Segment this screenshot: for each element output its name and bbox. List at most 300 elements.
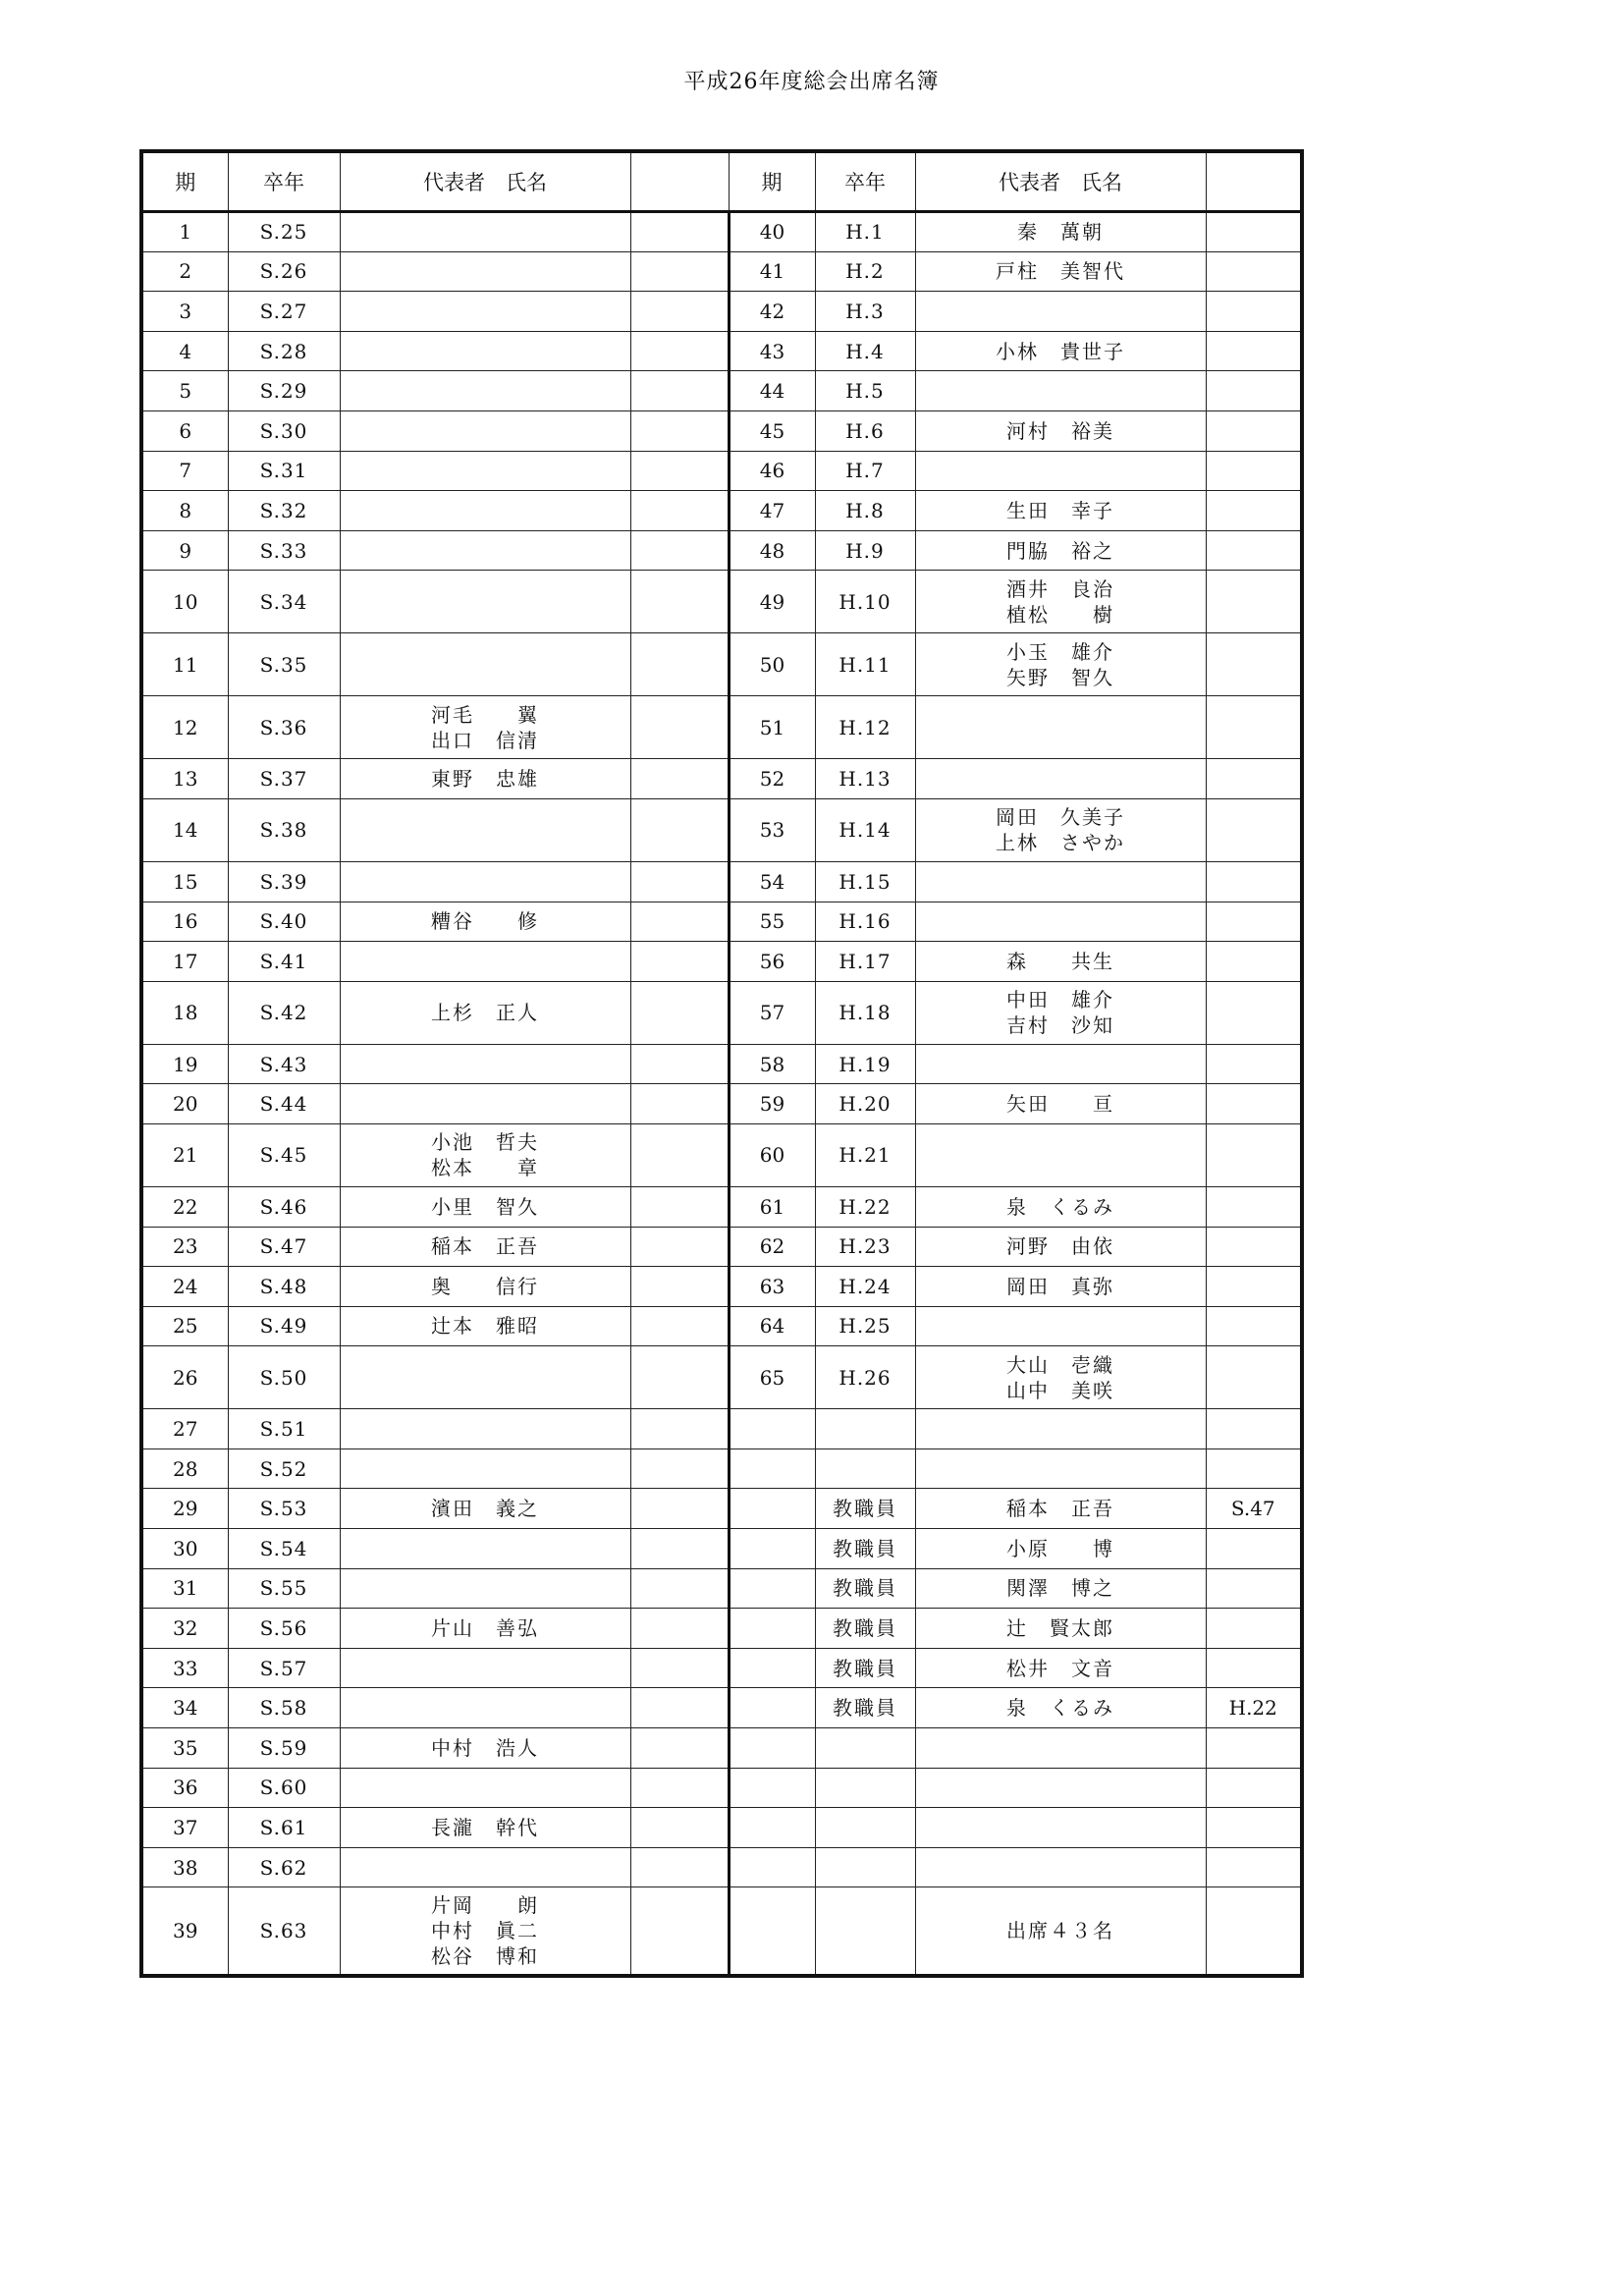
term-cell-right: 61 bbox=[729, 1186, 815, 1227]
term-cell-right bbox=[729, 1609, 815, 1649]
rep-name-cell-right bbox=[915, 1728, 1206, 1769]
note-cell-left bbox=[630, 1186, 729, 1227]
rep-name-cell-right bbox=[915, 1186, 1206, 1227]
rep-name-cell-left bbox=[340, 1227, 630, 1267]
note-cell-left bbox=[630, 571, 729, 633]
table-row bbox=[141, 633, 1302, 696]
rep-name-cell-right bbox=[915, 1449, 1206, 1489]
grad-year-cell-left: S.39 bbox=[228, 861, 340, 902]
rep-name-cell-right bbox=[915, 292, 1206, 332]
note-cell-right bbox=[1206, 759, 1302, 799]
rep-name-cell-right bbox=[915, 1609, 1206, 1649]
grad-year-cell-left: S.45 bbox=[228, 1123, 340, 1186]
term-cell-right: 63 bbox=[729, 1267, 815, 1307]
term-cell-right: 42 bbox=[729, 292, 815, 332]
rep-name-cell-right bbox=[915, 981, 1206, 1044]
table-row bbox=[141, 1306, 1302, 1346]
grad-year-cell-left: S.59 bbox=[228, 1728, 340, 1769]
note-cell-right bbox=[1206, 1227, 1302, 1267]
rep-name: 奥 信行 bbox=[431, 1274, 539, 1298]
rep-name-cell-left bbox=[340, 491, 630, 531]
grad-year-cell-left: S.54 bbox=[228, 1529, 340, 1569]
rep-name-cell-left bbox=[340, 1186, 630, 1227]
note-cell-left bbox=[630, 981, 729, 1044]
grad-year-cell-right: H.7 bbox=[815, 451, 915, 491]
grad-year-cell-left: S.41 bbox=[228, 942, 340, 982]
rep-name-cell-left bbox=[340, 251, 630, 292]
grad-year-cell-right: H.2 bbox=[815, 251, 915, 292]
note-cell-right bbox=[1206, 451, 1302, 491]
grad-year-cell-right bbox=[815, 1728, 915, 1769]
grad-year-cell-left: S.29 bbox=[228, 371, 340, 411]
rep-name: 稲本 正吾 bbox=[431, 1234, 539, 1259]
rep-name-cell-right bbox=[915, 1887, 1206, 1976]
grad-year-cell-right: H.10 bbox=[815, 571, 915, 633]
rep-name-cell-right bbox=[915, 1346, 1206, 1409]
note-cell-right: S.47 bbox=[1206, 1489, 1302, 1529]
note-cell-right bbox=[1206, 251, 1302, 292]
rep-name-cell-right bbox=[915, 1688, 1206, 1728]
rep-name-cell-left bbox=[340, 1768, 630, 1808]
term-cell-left: 22 bbox=[141, 1186, 228, 1227]
grad-year-cell-right: H.9 bbox=[815, 530, 915, 571]
rep-name-cell-left bbox=[340, 1346, 630, 1409]
table-row bbox=[141, 1887, 1302, 1976]
document-title: 平成26年度総会出席名簿 bbox=[683, 70, 940, 94]
grad-year-cell-right: 教職員 bbox=[815, 1529, 915, 1569]
note-cell-right bbox=[1206, 1267, 1302, 1307]
grad-year-cell-right: H.23 bbox=[815, 1227, 915, 1267]
note-cell-right bbox=[1206, 1084, 1302, 1124]
note-cell-right bbox=[1206, 1529, 1302, 1569]
rep-name-cell-right bbox=[915, 212, 1206, 252]
note-cell-left bbox=[630, 251, 729, 292]
rep-name-cell-left bbox=[340, 1609, 630, 1649]
rep-name-cell-left bbox=[340, 1648, 630, 1688]
table-row bbox=[141, 1267, 1302, 1307]
rep-name-cell-right bbox=[915, 1123, 1206, 1186]
table-row bbox=[141, 212, 1302, 252]
note-cell-right bbox=[1206, 1609, 1302, 1649]
term-cell-left: 26 bbox=[141, 1346, 228, 1409]
term-cell-left: 23 bbox=[141, 1227, 228, 1267]
rep-name-cell-right bbox=[915, 1044, 1206, 1084]
rep-name-cell-right bbox=[915, 861, 1206, 902]
note-cell-right bbox=[1206, 861, 1302, 902]
rep-name-cell-left bbox=[340, 1847, 630, 1887]
grad-year-cell-left: S.28 bbox=[228, 331, 340, 371]
rep-name: 戸柱 美智代 bbox=[996, 259, 1125, 284]
term-cell-right: 52 bbox=[729, 759, 815, 799]
grad-year-cell-right: H.19 bbox=[815, 1044, 915, 1084]
header-rep-name-left: 代表者 氏名 bbox=[340, 151, 630, 212]
term-cell-left: 13 bbox=[141, 759, 228, 799]
grad-year-cell-right bbox=[815, 1409, 915, 1449]
rep-name-cell-left bbox=[340, 902, 630, 942]
rep-name-cell-left bbox=[340, 1568, 630, 1609]
grad-year-cell-left: S.50 bbox=[228, 1346, 340, 1409]
header-grad-year-left: 卒年 bbox=[228, 151, 340, 212]
grad-year-cell-left: S.34 bbox=[228, 571, 340, 633]
grad-year-cell-right: H.22 bbox=[815, 1186, 915, 1227]
term-cell-left: 1 bbox=[141, 212, 228, 252]
note-cell-left bbox=[630, 1728, 729, 1769]
table-row bbox=[141, 251, 1302, 292]
rep-name-cell-right bbox=[915, 633, 1206, 696]
rep-name: 森 共生 bbox=[1006, 949, 1114, 973]
rep-name: 松本 章 bbox=[431, 1156, 539, 1180]
table-row bbox=[141, 861, 1302, 902]
grad-year-cell-right: 教職員 bbox=[815, 1688, 915, 1728]
table-header-row bbox=[141, 151, 1302, 212]
rep-name: 吉村 沙知 bbox=[1006, 1013, 1114, 1038]
term-cell-right bbox=[729, 1768, 815, 1808]
rep-name-cell-right bbox=[915, 371, 1206, 411]
grad-year-cell-right bbox=[815, 1887, 915, 1976]
note-cell-right bbox=[1206, 371, 1302, 411]
note-cell-right bbox=[1206, 1306, 1302, 1346]
rep-name-cell-left bbox=[340, 1267, 630, 1307]
grad-year-cell-right: H.15 bbox=[815, 861, 915, 902]
grad-year-cell-left: S.26 bbox=[228, 251, 340, 292]
term-cell-right: 65 bbox=[729, 1346, 815, 1409]
term-cell-right bbox=[729, 1887, 815, 1976]
note-cell-left bbox=[630, 1568, 729, 1609]
rep-name: 中村 眞二 bbox=[431, 1919, 539, 1943]
rep-name-cell-right bbox=[915, 491, 1206, 531]
table-row bbox=[141, 1688, 1302, 1728]
term-cell-left: 35 bbox=[141, 1728, 228, 1769]
grad-year-cell-left: S.25 bbox=[228, 212, 340, 252]
table-row bbox=[141, 1728, 1302, 1769]
note-cell-left bbox=[630, 1123, 729, 1186]
grad-year-cell-right bbox=[815, 1449, 915, 1489]
rep-name: 河村 裕美 bbox=[1006, 418, 1114, 443]
term-cell-left: 30 bbox=[141, 1529, 228, 1569]
rep-name: 小玉 雄介 bbox=[1006, 639, 1114, 664]
grad-year-cell-right: H.8 bbox=[815, 491, 915, 531]
grad-year-cell-right: H.5 bbox=[815, 371, 915, 411]
term-cell-right bbox=[729, 1808, 815, 1848]
rep-name: 長瀧 幹代 bbox=[431, 1816, 539, 1840]
grad-year-cell-left: S.31 bbox=[228, 451, 340, 491]
term-cell-left: 16 bbox=[141, 902, 228, 942]
note-cell-left bbox=[630, 1084, 729, 1124]
table-row bbox=[141, 331, 1302, 371]
note-cell-right bbox=[1206, 696, 1302, 759]
table-row bbox=[141, 292, 1302, 332]
term-cell-right: 51 bbox=[729, 696, 815, 759]
rep-name: 出席４３名 bbox=[1006, 1919, 1114, 1943]
grad-year-cell-right: H.16 bbox=[815, 902, 915, 942]
note-cell-right bbox=[1206, 530, 1302, 571]
note-cell-left bbox=[630, 1346, 729, 1409]
rep-name: 糟谷 修 bbox=[431, 909, 539, 934]
note-cell-right bbox=[1206, 981, 1302, 1044]
table-row bbox=[141, 1186, 1302, 1227]
rep-name-cell-left bbox=[340, 633, 630, 696]
term-cell-left: 12 bbox=[141, 696, 228, 759]
term-cell-right: 47 bbox=[729, 491, 815, 531]
grad-year-cell-left: S.36 bbox=[228, 696, 340, 759]
term-cell-right bbox=[729, 1529, 815, 1569]
header-term-left: 期 bbox=[141, 151, 228, 212]
note-cell-right bbox=[1206, 1449, 1302, 1489]
grad-year-cell-right: 教職員 bbox=[815, 1489, 915, 1529]
rep-name: 矢野 智久 bbox=[1006, 665, 1114, 689]
term-cell-left: 27 bbox=[141, 1409, 228, 1449]
term-cell-right: 57 bbox=[729, 981, 815, 1044]
term-cell-right bbox=[729, 1409, 815, 1449]
rep-name: 泉 くるみ bbox=[1006, 1194, 1114, 1219]
term-cell-left: 21 bbox=[141, 1123, 228, 1186]
term-cell-left: 29 bbox=[141, 1489, 228, 1529]
note-cell-left bbox=[630, 861, 729, 902]
grad-year-cell-right: 教職員 bbox=[815, 1609, 915, 1649]
table-row bbox=[141, 571, 1302, 633]
table-row bbox=[141, 1768, 1302, 1808]
rep-name-cell-right bbox=[915, 410, 1206, 451]
rep-name-cell-left bbox=[340, 861, 630, 902]
rep-name-cell-right bbox=[915, 798, 1206, 861]
term-cell-left: 33 bbox=[141, 1648, 228, 1688]
rep-name-cell-right bbox=[915, 1529, 1206, 1569]
term-cell-left: 5 bbox=[141, 371, 228, 411]
rep-name-cell-right bbox=[915, 1768, 1206, 1808]
rep-name: 生田 幸子 bbox=[1006, 498, 1114, 522]
note-cell-right bbox=[1206, 1887, 1302, 1976]
term-cell-right bbox=[729, 1449, 815, 1489]
rep-name-cell-left bbox=[340, 1529, 630, 1569]
term-cell-left: 31 bbox=[141, 1568, 228, 1609]
grad-year-cell-left: S.30 bbox=[228, 410, 340, 451]
grad-year-cell-right: H.21 bbox=[815, 1123, 915, 1186]
table-row bbox=[141, 451, 1302, 491]
rep-name-cell-left bbox=[340, 1887, 630, 1976]
rep-name: 秦 萬朝 bbox=[1017, 220, 1104, 245]
rep-name: 植松 樹 bbox=[1006, 602, 1114, 627]
rep-name-cell-left bbox=[340, 1808, 630, 1848]
note-cell-left bbox=[630, 1409, 729, 1449]
grad-year-cell-right: H.6 bbox=[815, 410, 915, 451]
term-cell-left: 19 bbox=[141, 1044, 228, 1084]
term-cell-right: 40 bbox=[729, 212, 815, 252]
note-cell-left bbox=[630, 451, 729, 491]
rep-name-cell-left bbox=[340, 696, 630, 759]
term-cell-left: 2 bbox=[141, 251, 228, 292]
term-cell-right: 55 bbox=[729, 902, 815, 942]
note-cell-right bbox=[1206, 1409, 1302, 1449]
rep-name-cell-left bbox=[340, 981, 630, 1044]
term-cell-left: 37 bbox=[141, 1808, 228, 1848]
rep-name-cell-right bbox=[915, 1489, 1206, 1529]
header-note-right bbox=[1206, 151, 1302, 212]
note-cell-left bbox=[630, 1489, 729, 1529]
table-row bbox=[141, 1847, 1302, 1887]
term-cell-right: 41 bbox=[729, 251, 815, 292]
term-cell-right: 54 bbox=[729, 861, 815, 902]
rep-name-cell-left bbox=[340, 371, 630, 411]
note-cell-right bbox=[1206, 410, 1302, 451]
term-cell-left: 6 bbox=[141, 410, 228, 451]
note-cell-right bbox=[1206, 1768, 1302, 1808]
rep-name: 門脇 裕之 bbox=[1006, 538, 1114, 563]
rep-name: 河野 由依 bbox=[1006, 1234, 1114, 1259]
rep-name: 上林 さやか bbox=[996, 831, 1125, 855]
rep-name: 中村 浩人 bbox=[431, 1735, 539, 1760]
term-cell-right bbox=[729, 1648, 815, 1688]
rep-name: 辻本 雅昭 bbox=[431, 1314, 539, 1339]
table-row bbox=[141, 759, 1302, 799]
table-row bbox=[141, 902, 1302, 942]
note-cell-right bbox=[1206, 1728, 1302, 1769]
table-row bbox=[141, 1123, 1302, 1186]
rep-name-cell-right bbox=[915, 251, 1206, 292]
grad-year-cell-left: S.53 bbox=[228, 1489, 340, 1529]
note-cell-left bbox=[630, 1847, 729, 1887]
grad-year-cell-left: S.32 bbox=[228, 491, 340, 531]
term-cell-left: 34 bbox=[141, 1688, 228, 1728]
term-cell-left: 32 bbox=[141, 1609, 228, 1649]
rep-name-cell-left bbox=[340, 1044, 630, 1084]
term-cell-left: 7 bbox=[141, 451, 228, 491]
term-cell-right: 45 bbox=[729, 410, 815, 451]
term-cell-left: 36 bbox=[141, 1768, 228, 1808]
note-cell-left bbox=[630, 1609, 729, 1649]
note-cell-left bbox=[630, 1688, 729, 1728]
table-row bbox=[141, 1044, 1302, 1084]
rep-name-cell-right bbox=[915, 530, 1206, 571]
grad-year-cell-right: 教職員 bbox=[815, 1648, 915, 1688]
term-cell-left: 15 bbox=[141, 861, 228, 902]
rep-name: 岡田 久美子 bbox=[996, 805, 1125, 830]
grad-year-cell-right: H.14 bbox=[815, 798, 915, 861]
table-row bbox=[141, 1409, 1302, 1449]
note-cell-right bbox=[1206, 902, 1302, 942]
note-cell-right bbox=[1206, 571, 1302, 633]
note-cell-right bbox=[1206, 633, 1302, 696]
rep-name-cell-right bbox=[915, 1409, 1206, 1449]
table-row bbox=[141, 491, 1302, 531]
note-cell-right bbox=[1206, 292, 1302, 332]
term-cell-right: 44 bbox=[729, 371, 815, 411]
term-cell-right: 46 bbox=[729, 451, 815, 491]
grad-year-cell-right: H.26 bbox=[815, 1346, 915, 1409]
rep-name-cell-left bbox=[340, 1306, 630, 1346]
rep-name: 稲本 正吾 bbox=[1006, 1497, 1114, 1521]
note-cell-right bbox=[1206, 1648, 1302, 1688]
grad-year-cell-right: H.24 bbox=[815, 1267, 915, 1307]
rep-name-cell-left bbox=[340, 571, 630, 633]
rep-name-cell-left bbox=[340, 1123, 630, 1186]
rep-name: 片岡 朗 bbox=[431, 1893, 539, 1918]
grad-year-cell-right: H.1 bbox=[815, 212, 915, 252]
table-row bbox=[141, 1529, 1302, 1569]
term-cell-right bbox=[729, 1847, 815, 1887]
rep-name: 泉 くるみ bbox=[1006, 1696, 1114, 1721]
term-cell-left: 18 bbox=[141, 981, 228, 1044]
note-cell-left bbox=[630, 1306, 729, 1346]
term-cell-left: 17 bbox=[141, 942, 228, 982]
rep-name: 上杉 正人 bbox=[431, 1001, 539, 1025]
rep-name-cell-right bbox=[915, 1306, 1206, 1346]
grad-year-cell-left: S.37 bbox=[228, 759, 340, 799]
rep-name: 小池 哲夫 bbox=[431, 1130, 539, 1155]
grad-year-cell-left: S.47 bbox=[228, 1227, 340, 1267]
term-cell-left: 28 bbox=[141, 1449, 228, 1489]
term-cell-left: 20 bbox=[141, 1084, 228, 1124]
rep-name: 小林 貴世子 bbox=[996, 339, 1125, 363]
term-cell-right: 62 bbox=[729, 1227, 815, 1267]
note-cell-left bbox=[630, 371, 729, 411]
term-cell-right: 58 bbox=[729, 1044, 815, 1084]
term-cell-left: 38 bbox=[141, 1847, 228, 1887]
note-cell-right bbox=[1206, 491, 1302, 531]
term-cell-right: 59 bbox=[729, 1084, 815, 1124]
term-cell-right: 50 bbox=[729, 633, 815, 696]
note-cell-right bbox=[1206, 798, 1302, 861]
note-cell-left bbox=[630, 331, 729, 371]
note-cell-left bbox=[630, 1267, 729, 1307]
note-cell-right bbox=[1206, 942, 1302, 982]
table-row bbox=[141, 530, 1302, 571]
rep-name: 矢田 亘 bbox=[1006, 1092, 1114, 1117]
note-cell-right bbox=[1206, 1186, 1302, 1227]
rep-name-cell-right bbox=[915, 451, 1206, 491]
note-cell-left bbox=[630, 798, 729, 861]
attendance-table bbox=[139, 149, 1304, 1978]
rep-name-cell-right bbox=[915, 1808, 1206, 1848]
rep-name: 松谷 博和 bbox=[431, 1944, 539, 1969]
note-cell-left bbox=[630, 1044, 729, 1084]
term-cell-right: 64 bbox=[729, 1306, 815, 1346]
note-cell-right bbox=[1206, 1847, 1302, 1887]
grad-year-cell-left: S.49 bbox=[228, 1306, 340, 1346]
term-cell-right: 48 bbox=[729, 530, 815, 571]
table-row bbox=[141, 1808, 1302, 1848]
rep-name-cell-right bbox=[915, 759, 1206, 799]
grad-year-cell-left: S.60 bbox=[228, 1768, 340, 1808]
note-cell-left bbox=[630, 633, 729, 696]
note-cell-right bbox=[1206, 1346, 1302, 1409]
term-cell-left: 3 bbox=[141, 292, 228, 332]
grad-year-cell-right: H.4 bbox=[815, 331, 915, 371]
table-row bbox=[141, 1568, 1302, 1609]
grad-year-cell-right bbox=[815, 1808, 915, 1848]
grad-year-cell-right: H.18 bbox=[815, 981, 915, 1044]
rep-name-cell-left bbox=[340, 292, 630, 332]
grad-year-cell-left: S.63 bbox=[228, 1887, 340, 1976]
note-cell-right bbox=[1206, 1044, 1302, 1084]
rep-name-cell-left bbox=[340, 212, 630, 252]
rep-name-cell-left bbox=[340, 942, 630, 982]
rep-name-cell-right bbox=[915, 1847, 1206, 1887]
rep-name: 中田 雄介 bbox=[1006, 988, 1114, 1012]
grad-year-cell-right: H.13 bbox=[815, 759, 915, 799]
rep-name-cell-left bbox=[340, 1688, 630, 1728]
rep-name: 片山 善弘 bbox=[431, 1616, 539, 1641]
term-cell-left: 14 bbox=[141, 798, 228, 861]
table-row bbox=[141, 1084, 1302, 1124]
header-note-left bbox=[630, 151, 729, 212]
note-cell-left bbox=[630, 1887, 729, 1976]
grad-year-cell-left: S.58 bbox=[228, 1688, 340, 1728]
term-cell-right bbox=[729, 1568, 815, 1609]
rep-name: 大山 壱織 bbox=[1006, 1352, 1114, 1377]
table-row bbox=[141, 371, 1302, 411]
note-cell-right: H.22 bbox=[1206, 1688, 1302, 1728]
rep-name: 小里 智久 bbox=[431, 1194, 539, 1219]
